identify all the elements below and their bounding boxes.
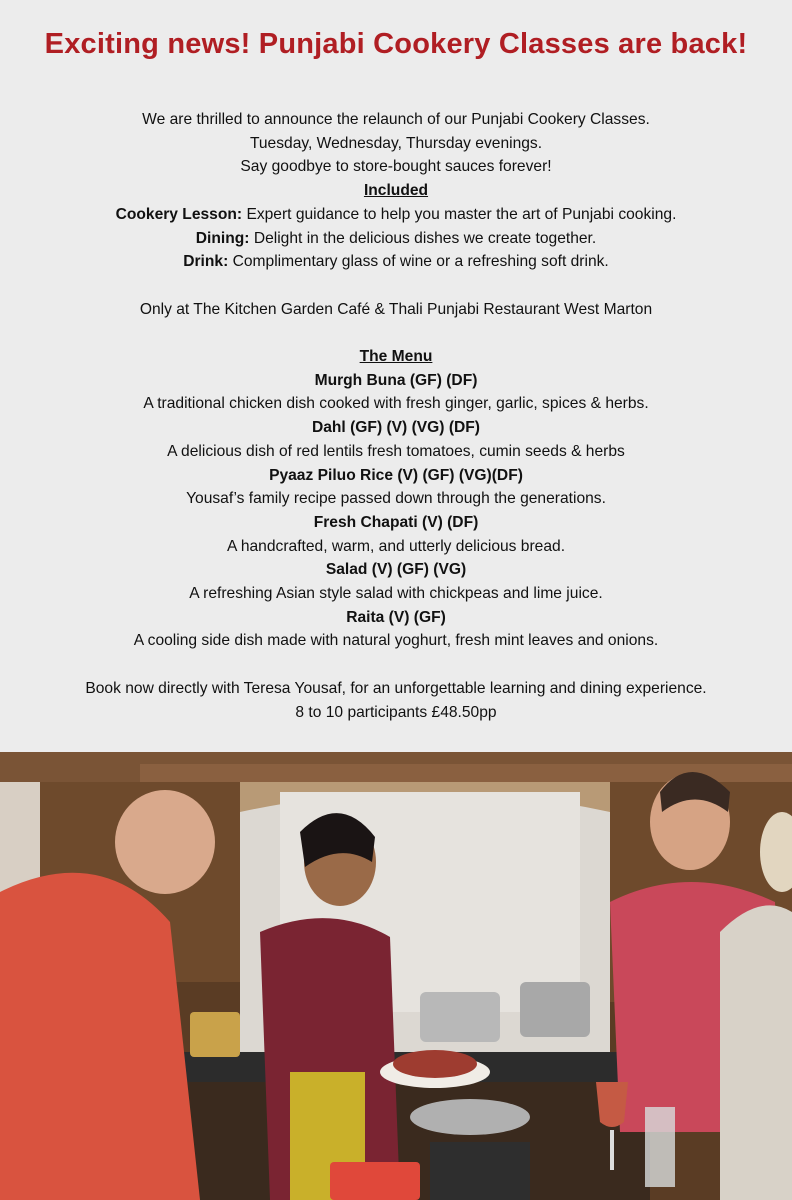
menu-item-name: Murgh Buna (GF) (DF)	[314, 371, 478, 389]
included-title: Included	[363, 182, 429, 200]
headline: Exciting news! Punjabi Cookery Classes are back!	[44, 28, 748, 60]
menu-item-name: Fresh Chapati (V) (DF)	[313, 513, 479, 531]
intro-block	[0, 108, 792, 772]
intro-line: We are thrilled to announce the relaunch of our Punjabi Cookery Classes.	[142, 111, 650, 128]
menu-item-name: Raita (V) (GF)	[346, 608, 446, 626]
included-item-text: Delight in the delicious dishes we create together.	[249, 229, 597, 247]
included-item-text: Expert guidance to help you master the art of Punjabi cooking.	[242, 205, 677, 223]
included-item-label: Cookery Lesson:	[115, 205, 243, 223]
menu-item-name: Salad (V) (GF) (VG)	[325, 561, 467, 579]
intro-line: Say goodbye to store-bought sauces forever!	[240, 158, 552, 176]
menu-item-desc: Yousaf’s family recipe passed down through the generations.	[186, 490, 606, 508]
menu-item-name: Dahl (GF) (V) (VG) (DF)	[311, 419, 481, 437]
menu-item-desc: A cooling side dish made with natural yoghurt, fresh mint leaves and onions.	[133, 632, 659, 650]
included-item-label: Dining:	[195, 229, 250, 247]
included-item	[0, 250, 792, 274]
included-item	[0, 203, 792, 227]
included-item	[0, 227, 792, 251]
cooking-class-photo	[0, 752, 792, 1200]
menu-title: The Menu	[359, 348, 433, 365]
booking-line: Book now directly with Teresa Yousaf, for an unforgettable learning and dining experience.	[85, 679, 707, 697]
menu-item-desc: A delicious dish of red lentils fresh tomatoes, cumin seeds & herbs	[167, 442, 625, 460]
menu-item-desc: A refreshing Asian style salad with chickpeas and lime juice.	[189, 585, 603, 603]
venue-line: Only at The Kitchen Garden Café & Thali Punjabi Restaurant West Marton	[139, 300, 653, 318]
price-line: 8 to 10 participants £48.50pp	[295, 703, 497, 721]
included-item-text: Complimentary glass of wine or a refreshing soft drink.	[228, 253, 609, 271]
menu-item-desc: A traditional chicken dish cooked with fresh ginger, garlic, spices & herbs.	[143, 395, 649, 413]
menu-item-desc: A handcrafted, warm, and utterly delicious bread.	[226, 537, 566, 555]
intro-line: Tuesday, Wednesday, Thursday evenings.	[249, 134, 543, 152]
menu-item-name: Pyaaz Piluo Rice (V) (GF) (VG)(DF)	[269, 466, 523, 484]
included-item-label: Drink:	[183, 253, 229, 271]
